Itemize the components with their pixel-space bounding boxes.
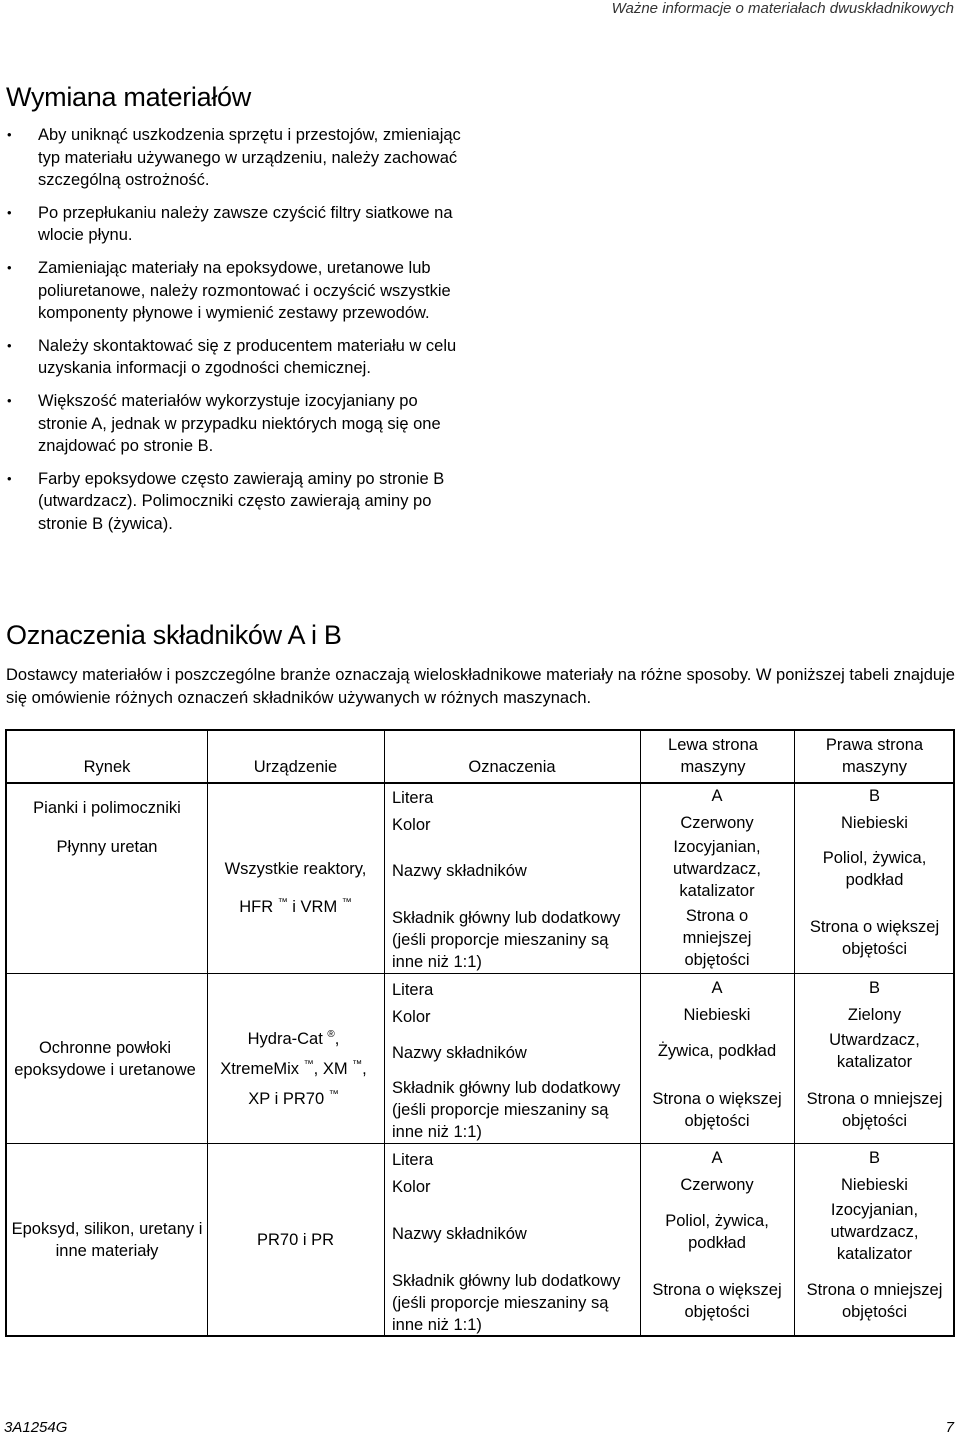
header-designations: Oznaczenia — [468, 758, 556, 776]
row-label: Nazwy składników — [392, 1225, 527, 1243]
right-cell: Izocyjanian, utwardzacz, katalizator — [830, 1201, 919, 1263]
bullet-item: • Zamieniając materiały na epoksydowe, uretanowe lub poliuretanowe, należy rozmontować i oczyścić wszystkie komponenty płynowe i wymienić zestawy przewodów. — [0, 257, 470, 325]
left-cell: Żywica, podkład — [657, 1042, 777, 1060]
table-grid-line — [7, 1143, 953, 1144]
right-cell: B — [868, 979, 880, 997]
row-label: Kolor — [392, 816, 431, 834]
equipment-line: Hydra-Cat ®, — [247, 1029, 340, 1048]
left-cell: Czerwony — [680, 1176, 754, 1194]
row-label: Nazwy składników — [392, 862, 527, 880]
market-cell: Płynny uretan — [56, 838, 158, 856]
running-header: Ważne informacje o materiałach dwuskładnikowych — [611, 0, 954, 17]
page-number: 7 — [945, 1419, 954, 1436]
header-market: Rynek — [83, 758, 131, 776]
row-label: Kolor — [392, 1178, 431, 1196]
right-cell: Zielony — [847, 1006, 902, 1024]
market-cell: Pianki i polimoczniki — [33, 799, 181, 817]
material-change-bullet-list — [0, 124, 470, 546]
bullet-item: • Należy skontaktować się z producentem materiału w celu uzyskania informacji o zgodności chemicznej. — [0, 335, 470, 380]
bullet-item: • Większość materiałów wykorzystuje izocyjaniany po stronie A, jednak w przypadku niektórych mogą się one znajdować po stronie B. — [0, 390, 470, 458]
section-title-component-designations: Oznaczenia składników A i B — [6, 620, 342, 650]
equipment-cell — [207, 853, 384, 924]
equipment-line: Wszystkie reaktory, — [224, 860, 367, 878]
left-cell: A — [711, 1149, 723, 1167]
header-right-side: Prawa strona maszyny — [825, 736, 924, 776]
row-label: Kolor — [392, 1008, 431, 1026]
header-left-side: Lewa strona maszyny — [668, 736, 758, 776]
left-cell: Strona o większej objętości — [652, 1281, 782, 1321]
left-cell: Czerwony — [680, 814, 754, 832]
left-cell: A — [711, 979, 723, 997]
row-label: Składnik główny lub dodatkowy (jeśli proporcje mieszaniny są inne niż 1:1) — [392, 1272, 621, 1334]
market-cell — [3, 1037, 207, 1081]
row-label: Litera — [392, 1151, 434, 1169]
row-label: Składnik główny lub dodatkowy (jeśli proporcje mieszaniny są inne niż 1:1) — [392, 1079, 621, 1141]
left-cell: Niebieski — [683, 1006, 751, 1024]
right-cell: Poliol, żywica, podkład — [822, 849, 927, 889]
bullet-item: • Farby epoksydowe często zawierają aminy po stronie B (utwardzacz). Polimoczniki często zawierają aminy po stronie B (żywica). — [0, 468, 470, 536]
equipment-line: XP i PR70 ™ — [248, 1089, 339, 1108]
designations-table — [5, 729, 955, 1337]
row-label: Składnik główny lub dodatkowy (jeśli proporcje mieszaniny są inne niż 1:1) — [392, 909, 621, 971]
equipment-cell — [203, 1022, 384, 1112]
equipment-line: HFR ™ i VRM ™ — [239, 897, 352, 916]
row-label: Litera — [392, 981, 434, 999]
right-cell: Niebieski — [841, 814, 908, 832]
right-cell: Strona o mniejszej objętości — [806, 1090, 943, 1130]
left-cell: A — [711, 787, 723, 805]
right-cell: Strona o większej objętości — [809, 918, 940, 958]
left-cell: Poliol, żywica, podkład — [665, 1212, 769, 1252]
equipment-cell: PR70 i PR — [256, 1231, 335, 1249]
left-cell: Strona o mniejszej objętości — [682, 907, 752, 969]
table-grid-line — [384, 731, 385, 1335]
right-cell: Niebieski — [841, 1176, 908, 1194]
right-cell: B — [868, 787, 880, 805]
bullet-item: • Aby uniknąć uszkodzenia sprzętu i przestojów, zmieniając typ materiału używanego w urządzeniu, należy zachować szczególną ostrożność. — [0, 124, 470, 192]
document-id: 3A1254G — [4, 1419, 68, 1436]
row-label: Litera — [392, 789, 434, 807]
section-title-material-change: Wymiana materiałów — [6, 82, 251, 112]
right-cell: Strona o mniejszej objętości — [806, 1281, 943, 1321]
bullet-item: • Po przepłukaniu należy zawsze czyścić filtry siatkowe na wlocie płynu. — [0, 202, 470, 247]
right-cell: B — [868, 1149, 880, 1167]
market-cell: Epoksyd, silikon, uretany i inne materiały — [11, 1220, 203, 1260]
left-cell: Izocyjanian, utwardzacz, katalizator — [672, 838, 762, 900]
header-equipment: Urządzenie — [253, 758, 338, 776]
market-line: epoksydowe i uretanowe — [14, 1061, 196, 1079]
section-intro-paragraph: Dostawcy materiałów i poszczególne branże oznaczają wieloskładnikowe materiały na różne sposoby. W poniższej tabeli znajduje się omówienie różnych oznaczeń składników używanych w różnych maszynach. — [6, 666, 955, 707]
table-grid-line — [7, 973, 953, 974]
market-line: Ochronne powłoki — [38, 1039, 172, 1057]
row-label: Nazwy składników — [392, 1044, 527, 1062]
left-cell: Strona o większej objętości — [652, 1090, 782, 1130]
equipment-line: XtremeMix ™, XM ™, — [220, 1059, 367, 1078]
right-cell: Utwardzacz, katalizator — [829, 1031, 920, 1071]
table-grid-line — [7, 782, 953, 784]
